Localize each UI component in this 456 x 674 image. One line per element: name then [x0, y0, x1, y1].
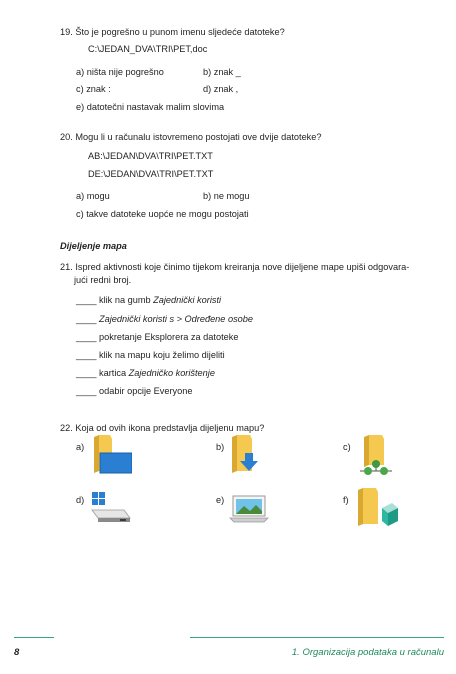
folder-network-icon[interactable]	[356, 433, 398, 475]
page-number: 8	[14, 647, 20, 658]
q19-option-d: d) znak ,	[203, 84, 239, 94]
answer-blank[interactable]: ____	[76, 332, 97, 342]
answer-blank[interactable]: ____	[76, 350, 97, 360]
footer-rule-left	[14, 637, 54, 638]
q19-option-c: c) znak :	[76, 84, 111, 94]
answer-blank[interactable]: ____	[76, 314, 97, 324]
q21-item-4: ____ klik na mapu koju želimo dijeliti	[76, 350, 225, 360]
q20-path-1: AB:\JEDAN\DVA\TRI\PET.TXT	[88, 151, 213, 161]
answer-blank[interactable]: ____	[76, 295, 97, 305]
q22-option-b-label[interactable]: b)	[216, 442, 225, 452]
footer-rule-right	[190, 637, 444, 638]
q22-option-a-label[interactable]: a)	[76, 442, 85, 452]
q22-question: 22. Koja od ovih ikona predstavlja dijeljenu mapu?	[60, 423, 265, 433]
q22-option-c-label[interactable]: c)	[343, 442, 351, 452]
q22-option-d-label[interactable]: d)	[76, 495, 85, 505]
q21-item-6: ____ odabir opcije Everyone	[76, 386, 193, 396]
q21-item-5: ____ kartica Zajedničko korištenje	[76, 368, 215, 378]
q21-question-line-1: 21. Ispred aktivnosti koje činimo tijekom kreiranja nove dijeljene mape upiši odgovara-	[60, 262, 410, 272]
folder-download-icon[interactable]	[228, 433, 270, 475]
q21-question-line-2: jući redni broj.	[74, 275, 132, 285]
chapter-title: 1. Organizacija podataka u računalu	[291, 647, 444, 658]
folder-cube-icon[interactable]	[356, 486, 398, 528]
q19-option-a: a) ništa nije pogrešno	[76, 67, 164, 77]
q21-item-2: ____ Zajednički koristi s > Određene osobe	[76, 314, 253, 324]
q19-path: C:\JEDAN_DVA\TRI\PET,doc	[88, 44, 208, 54]
q21-item-1: ____ klik na gumb Zajednički koristi	[76, 295, 222, 305]
laptop-picture-icon[interactable]	[228, 486, 270, 528]
q20-option-c: c) takve datoteke uopće ne mogu postojati	[76, 209, 249, 219]
answer-blank[interactable]: ____	[76, 368, 97, 378]
q19-question: 19. Što je pogrešno u punom imenu sljedeće datoteke?	[60, 27, 285, 37]
section-heading: Dijeljenje mapa	[60, 241, 127, 251]
q20-option-a: a) mogu	[76, 191, 110, 201]
q20-option-b: b) ne mogu	[203, 191, 250, 201]
q21-item-3: ____ pokretanje Eksplorera za datoteke	[76, 332, 239, 342]
q22-option-f-label[interactable]: f)	[343, 495, 349, 505]
drive-icon[interactable]	[90, 486, 132, 528]
q19-option-e: e) datotečni nastavak malim slovima	[76, 102, 225, 112]
q22-option-e-label[interactable]: e)	[216, 495, 225, 505]
q19-option-b: b) znak _	[203, 67, 241, 77]
q20-question: 20. Mogu li u računalu istovremeno postojati ove dvije datoteke?	[60, 132, 322, 142]
q20-path-2: DE:\JEDAN\DVA\TRI\PET.TXT	[88, 169, 214, 179]
folder-screen-icon[interactable]	[90, 433, 132, 475]
answer-blank[interactable]: ____	[76, 386, 97, 396]
